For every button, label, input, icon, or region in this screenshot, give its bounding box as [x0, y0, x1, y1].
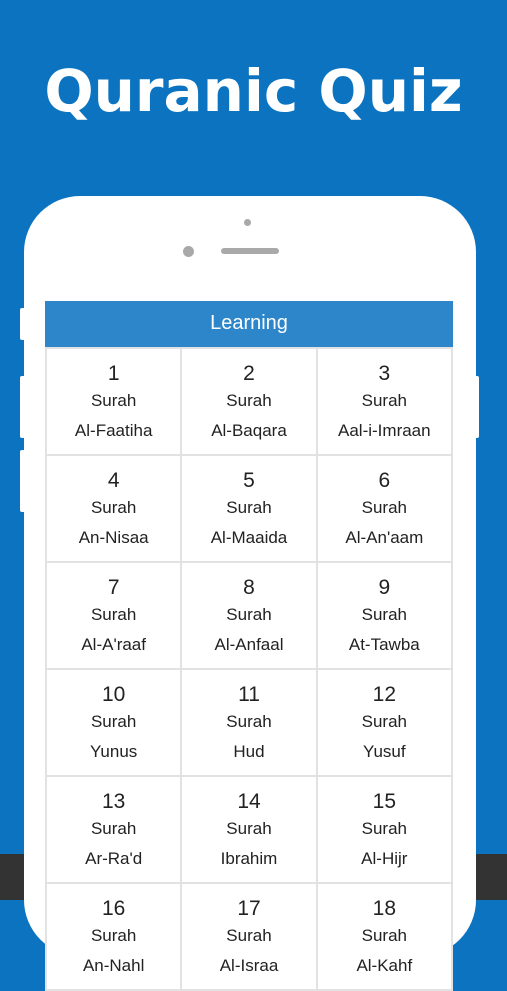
- surah-cell[interactable]: [318, 563, 451, 668]
- surah-name: Aal-i-Imraan: [338, 421, 431, 440]
- surah-label: Surah: [361, 605, 407, 624]
- surah-label: Surah: [90, 605, 137, 624]
- surah-cell[interactable]: [47, 456, 180, 561]
- surah-cell[interactable]: [318, 456, 451, 561]
- surah-number: 13: [101, 790, 126, 813]
- surah-label: Surah: [90, 926, 137, 945]
- surah-label: Surah: [226, 391, 272, 410]
- surah-name: Al-Israa: [219, 956, 279, 975]
- surah-number: 15: [372, 790, 396, 813]
- surah-label: Surah: [226, 498, 272, 517]
- app-screen: [45, 301, 453, 975]
- surah-name: Yunus: [90, 742, 138, 761]
- surah-cell[interactable]: [318, 777, 451, 882]
- surah-name: Ibrahim: [220, 849, 278, 868]
- surah-name: Yusuf: [363, 742, 406, 761]
- promo-headline: Quranic Quiz: [44, 57, 463, 125]
- surah-name: Al-Faatiha: [74, 421, 153, 440]
- surah-number: 6: [378, 469, 391, 492]
- surah-grid: [45, 347, 453, 991]
- screen-header: Learning: [45, 301, 453, 347]
- surah-label: Surah: [90, 391, 137, 410]
- surah-label: Surah: [361, 712, 407, 731]
- surah-number: 18: [372, 897, 396, 920]
- surah-cell[interactable]: [182, 777, 315, 882]
- surah-name: Al-An'aam: [345, 528, 424, 547]
- surah-name: An-Nahl: [82, 956, 145, 975]
- surah-label: Surah: [361, 926, 407, 945]
- surah-number: 11: [238, 683, 260, 706]
- surah-name: Hud: [233, 742, 265, 761]
- surah-label: Surah: [226, 712, 272, 731]
- surah-number: 4: [107, 469, 120, 492]
- surah-number: 8: [243, 576, 255, 599]
- surah-cell[interactable]: [182, 563, 315, 668]
- earpiece-speaker: [221, 248, 279, 254]
- surah-name: An-Nisaa: [78, 528, 149, 547]
- surah-label: Surah: [226, 605, 272, 624]
- surah-name: Al-Anfaal: [214, 635, 284, 654]
- surah-number: 7: [107, 576, 120, 599]
- surah-number: 16: [101, 897, 126, 920]
- sensor-icon: [183, 246, 194, 257]
- surah-name: Al-Hijr: [361, 849, 408, 868]
- front-camera-icon: [244, 219, 251, 226]
- surah-cell[interactable]: [182, 456, 315, 561]
- surah-number: 9: [378, 576, 391, 599]
- surah-cell[interactable]: [182, 884, 315, 989]
- surah-cell[interactable]: [47, 777, 180, 882]
- surah-label: Surah: [90, 819, 137, 838]
- surah-name: Al-A'raaf: [81, 635, 146, 654]
- surah-label: Surah: [226, 926, 272, 945]
- surah-number: 1: [107, 362, 120, 385]
- surah-cell[interactable]: [182, 670, 315, 775]
- surah-number: 14: [237, 790, 261, 813]
- surah-name: Al-Maaida: [210, 528, 288, 547]
- surah-label: Surah: [361, 819, 407, 838]
- surah-label: Surah: [361, 498, 407, 517]
- surah-name: Ar-Ra'd: [85, 849, 143, 868]
- surah-number: 10: [101, 683, 126, 706]
- surah-cell[interactable]: [47, 563, 180, 668]
- surah-cell[interactable]: [47, 349, 180, 454]
- surah-cell[interactable]: [47, 884, 180, 989]
- surah-number: 12: [372, 683, 396, 706]
- surah-cell[interactable]: [182, 349, 315, 454]
- surah-cell[interactable]: [318, 670, 451, 775]
- surah-label: Surah: [90, 712, 137, 731]
- surah-cell[interactable]: [318, 349, 451, 454]
- surah-label: Surah: [226, 819, 272, 838]
- surah-name: At-Tawba: [348, 635, 420, 654]
- surah-number: 3: [378, 362, 391, 385]
- surah-number: 5: [243, 469, 255, 492]
- surah-number: 17: [237, 897, 261, 920]
- surah-cell[interactable]: [318, 884, 451, 989]
- surah-number: 2: [243, 362, 255, 385]
- surah-cell[interactable]: [47, 670, 180, 775]
- surah-label: Surah: [90, 498, 137, 517]
- surah-label: Surah: [361, 391, 407, 410]
- surah-name: Al-Baqara: [211, 421, 287, 440]
- surah-name: Al-Kahf: [356, 956, 413, 975]
